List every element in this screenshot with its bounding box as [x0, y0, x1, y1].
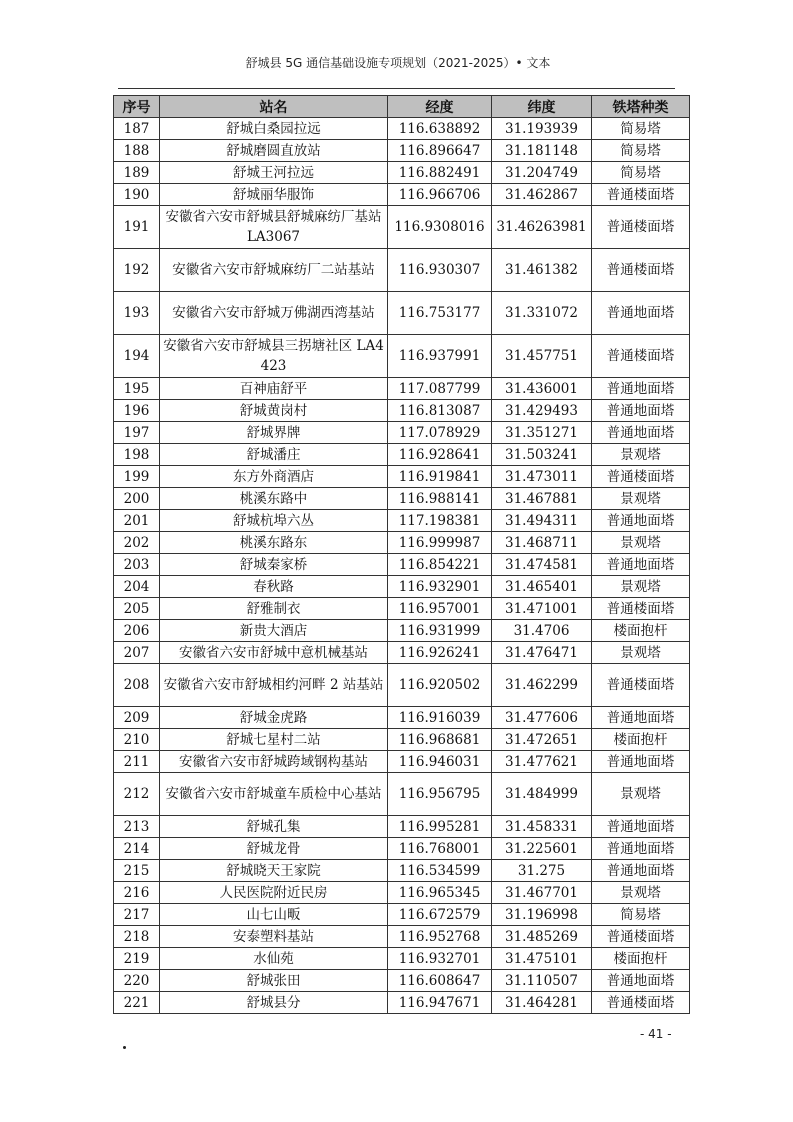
cell-id: 218 [114, 926, 160, 948]
station-table [113, 95, 690, 1014]
bullet-dot [123, 1046, 126, 1049]
cell-station-name: 舒城金虎路 [160, 707, 388, 729]
cell-station-name: 安徽省六安市舒城中意机械基站 [160, 642, 388, 664]
table-row [114, 816, 690, 838]
table-row [114, 140, 690, 162]
cell-tower-type: 普通楼面塔 [592, 206, 690, 249]
table-row [114, 184, 690, 206]
cell-tower-type: 景观塔 [592, 444, 690, 466]
table-row [114, 598, 690, 620]
cell-station-name: 安泰塑料基站 [160, 926, 388, 948]
cell-id: 215 [114, 860, 160, 882]
cell-tower-type: 简易塔 [592, 904, 690, 926]
page-header: 舒城县 5G 通信基础设施专项规划（2021-2025）• 文本 [245, 56, 551, 70]
cell-tower-type: 简易塔 [592, 140, 690, 162]
cell-station-name: 安徽省六安市舒城万佛湖西湾基站 [160, 292, 388, 335]
cell-id: 208 [114, 664, 160, 707]
cell-latitude: 31.4706 [492, 620, 592, 642]
cell-station-name: 舒城潘庄 [160, 444, 388, 466]
cell-station-name: 舒城黄岗村 [160, 400, 388, 422]
cell-longitude: 116.930307 [388, 249, 492, 292]
table-row [114, 532, 690, 554]
table-row [114, 292, 690, 335]
cell-tower-type: 普通地面塔 [592, 751, 690, 773]
cell-station-name: 安徽省六安市舒城相约河畔 2 站基站 [160, 664, 388, 707]
cell-latitude: 31.465401 [492, 576, 592, 598]
cell-tower-type: 普通楼面塔 [592, 184, 690, 206]
cell-id: 198 [114, 444, 160, 466]
table-row [114, 206, 690, 249]
cell-station-name: 安徽省六安市舒城跨域钢构基站 [160, 751, 388, 773]
cell-latitude: 31.484999 [492, 773, 592, 816]
cell-longitude: 116.947671 [388, 992, 492, 1014]
table-row [114, 642, 690, 664]
table-row [114, 773, 690, 816]
cell-latitude: 31.467881 [492, 488, 592, 510]
column-header-tower-type: 铁塔种类 [592, 96, 690, 118]
cell-latitude: 31.464281 [492, 992, 592, 1014]
cell-latitude: 31.331072 [492, 292, 592, 335]
cell-tower-type: 普通楼面塔 [592, 466, 690, 488]
cell-station-name: 东方外商酒店 [160, 466, 388, 488]
table-row [114, 904, 690, 926]
table-row [114, 948, 690, 970]
table-row [114, 970, 690, 992]
cell-latitude: 31.467701 [492, 882, 592, 904]
cell-station-name: 舒城磨圆直放站 [160, 140, 388, 162]
cell-id: 188 [114, 140, 160, 162]
cell-station-name: 舒城晓天王家院 [160, 860, 388, 882]
cell-latitude: 31.436001 [492, 378, 592, 400]
cell-tower-type: 普通地面塔 [592, 838, 690, 860]
cell-latitude: 31.429493 [492, 400, 592, 422]
cell-id: 193 [114, 292, 160, 335]
cell-id: 197 [114, 422, 160, 444]
table-row [114, 729, 690, 751]
table-row [114, 162, 690, 184]
cell-id: 214 [114, 838, 160, 860]
cell-latitude: 31.462299 [492, 664, 592, 707]
cell-tower-type: 普通地面塔 [592, 378, 690, 400]
cell-tower-type: 楼面抱杆 [592, 620, 690, 642]
cell-id: 210 [114, 729, 160, 751]
cell-latitude: 31.462867 [492, 184, 592, 206]
cell-tower-type: 楼面抱杆 [592, 948, 690, 970]
cell-station-name: 安徽省六安市舒城童车质检中心基站 [160, 773, 388, 816]
cell-station-name: 舒城王河拉远 [160, 162, 388, 184]
cell-longitude: 116.916039 [388, 707, 492, 729]
cell-longitude: 116.608647 [388, 970, 492, 992]
cell-longitude: 116.9308016 [388, 206, 492, 249]
cell-id: 189 [114, 162, 160, 184]
cell-longitude: 116.854221 [388, 554, 492, 576]
cell-longitude: 116.813087 [388, 400, 492, 422]
cell-longitude: 116.926241 [388, 642, 492, 664]
table-row [114, 707, 690, 729]
cell-id: 220 [114, 970, 160, 992]
cell-id: 187 [114, 118, 160, 140]
table-row [114, 444, 690, 466]
cell-station-name: 水仙苑 [160, 948, 388, 970]
cell-station-name: 百神庙舒平 [160, 378, 388, 400]
cell-longitude: 116.946031 [388, 751, 492, 773]
cell-id: 200 [114, 488, 160, 510]
cell-longitude: 116.931999 [388, 620, 492, 642]
table-row [114, 751, 690, 773]
cell-tower-type: 普通地面塔 [592, 816, 690, 838]
cell-tower-type: 普通地面塔 [592, 707, 690, 729]
table-header-row [114, 96, 690, 118]
cell-longitude: 116.896647 [388, 140, 492, 162]
cell-id: 194 [114, 335, 160, 378]
cell-longitude: 116.534599 [388, 860, 492, 882]
cell-station-name: 舒城白桑园拉远 [160, 118, 388, 140]
cell-latitude: 31.457751 [492, 335, 592, 378]
cell-station-name: 桃溪东路中 [160, 488, 388, 510]
cell-id: 204 [114, 576, 160, 598]
cell-latitude: 31.461382 [492, 249, 592, 292]
cell-latitude: 31.468711 [492, 532, 592, 554]
cell-latitude: 31.181148 [492, 140, 592, 162]
cell-longitude: 117.198381 [388, 510, 492, 532]
table-row [114, 488, 690, 510]
cell-station-name: 新贵大酒店 [160, 620, 388, 642]
cell-latitude: 31.196998 [492, 904, 592, 926]
table-row [114, 620, 690, 642]
table-row [114, 576, 690, 598]
table-body [114, 118, 690, 1014]
table-row [114, 378, 690, 400]
cell-tower-type: 景观塔 [592, 882, 690, 904]
cell-tower-type: 普通地面塔 [592, 400, 690, 422]
cell-id: 196 [114, 400, 160, 422]
cell-latitude: 31.477621 [492, 751, 592, 773]
column-header-name: 站名 [160, 96, 388, 118]
table-row [114, 249, 690, 292]
cell-longitude: 116.932701 [388, 948, 492, 970]
cell-id: 221 [114, 992, 160, 1014]
cell-latitude: 31.485269 [492, 926, 592, 948]
cell-id: 206 [114, 620, 160, 642]
cell-latitude: 31.473011 [492, 466, 592, 488]
table-row [114, 926, 690, 948]
cell-station-name: 安徽省六安市舒城麻纺厂二站基站 [160, 249, 388, 292]
cell-tower-type: 普通楼面塔 [592, 249, 690, 292]
cell-tower-type: 普通地面塔 [592, 970, 690, 992]
cell-tower-type: 普通地面塔 [592, 422, 690, 444]
table-row [114, 400, 690, 422]
cell-tower-type: 简易塔 [592, 118, 690, 140]
cell-station-name: 人民医院附近民房 [160, 882, 388, 904]
cell-longitude: 116.995281 [388, 816, 492, 838]
table-row [114, 335, 690, 378]
cell-longitude: 116.966706 [388, 184, 492, 206]
cell-tower-type: 景观塔 [592, 532, 690, 554]
cell-id: 195 [114, 378, 160, 400]
table-row [114, 554, 690, 576]
cell-tower-type: 景观塔 [592, 773, 690, 816]
cell-longitude: 116.768001 [388, 838, 492, 860]
cell-latitude: 31.110507 [492, 970, 592, 992]
cell-id: 199 [114, 466, 160, 488]
cell-id: 192 [114, 249, 160, 292]
cell-tower-type: 楼面抱杆 [592, 729, 690, 751]
cell-station-name: 舒城龙骨 [160, 838, 388, 860]
cell-longitude: 117.078929 [388, 422, 492, 444]
cell-longitude: 116.919841 [388, 466, 492, 488]
cell-tower-type: 景观塔 [592, 642, 690, 664]
table-row [114, 664, 690, 707]
cell-station-name: 舒城界牌 [160, 422, 388, 444]
cell-latitude: 31.494311 [492, 510, 592, 532]
cell-tower-type: 普通地面塔 [592, 292, 690, 335]
table-row [114, 466, 690, 488]
cell-id: 190 [114, 184, 160, 206]
table-row [114, 510, 690, 532]
table-row [114, 860, 690, 882]
cell-longitude: 116.965345 [388, 882, 492, 904]
cell-id: 201 [114, 510, 160, 532]
cell-latitude: 31.46263981 [492, 206, 592, 249]
cell-longitude: 116.956795 [388, 773, 492, 816]
cell-latitude: 31.225601 [492, 838, 592, 860]
cell-id: 205 [114, 598, 160, 620]
cell-station-name: 春秋路 [160, 576, 388, 598]
cell-id: 191 [114, 206, 160, 249]
cell-id: 202 [114, 532, 160, 554]
cell-id: 203 [114, 554, 160, 576]
cell-id: 213 [114, 816, 160, 838]
cell-station-name: 舒城秦家桥 [160, 554, 388, 576]
cell-longitude: 116.928641 [388, 444, 492, 466]
cell-tower-type: 普通楼面塔 [592, 598, 690, 620]
page-number: - 41 - [640, 1027, 672, 1041]
cell-latitude: 31.204749 [492, 162, 592, 184]
cell-tower-type: 景观塔 [592, 488, 690, 510]
cell-latitude: 31.275 [492, 860, 592, 882]
cell-tower-type: 普通地面塔 [592, 554, 690, 576]
cell-longitude: 116.952768 [388, 926, 492, 948]
cell-latitude: 31.474581 [492, 554, 592, 576]
cell-station-name: 舒城丽华服饰 [160, 184, 388, 206]
cell-station-name: 舒雅制衣 [160, 598, 388, 620]
cell-id: 211 [114, 751, 160, 773]
column-header-longitude: 经度 [388, 96, 492, 118]
cell-station-name: 安徽省六安市舒城县舒城麻纺厂基站 LA3067 [160, 206, 388, 249]
cell-longitude: 116.999987 [388, 532, 492, 554]
cell-longitude: 116.672579 [388, 904, 492, 926]
table-row [114, 422, 690, 444]
cell-station-name: 舒城七星村二站 [160, 729, 388, 751]
cell-longitude: 116.957001 [388, 598, 492, 620]
table-row [114, 838, 690, 860]
header-rule [118, 88, 675, 89]
cell-latitude: 31.351271 [492, 422, 592, 444]
cell-tower-type: 普通楼面塔 [592, 664, 690, 707]
table-row [114, 882, 690, 904]
cell-tower-type: 景观塔 [592, 576, 690, 598]
cell-longitude: 116.753177 [388, 292, 492, 335]
cell-id: 209 [114, 707, 160, 729]
cell-latitude: 31.193939 [492, 118, 592, 140]
cell-id: 212 [114, 773, 160, 816]
cell-tower-type: 普通地面塔 [592, 860, 690, 882]
cell-latitude: 31.503241 [492, 444, 592, 466]
cell-station-name: 舒城杭埠六丛 [160, 510, 388, 532]
cell-latitude: 31.475101 [492, 948, 592, 970]
cell-station-name: 舒城县分 [160, 992, 388, 1014]
cell-tower-type: 普通楼面塔 [592, 992, 690, 1014]
cell-latitude: 31.472651 [492, 729, 592, 751]
cell-tower-type: 普通地面塔 [592, 510, 690, 532]
cell-longitude: 116.937991 [388, 335, 492, 378]
column-header-id: 序号 [114, 96, 160, 118]
cell-longitude: 116.968681 [388, 729, 492, 751]
column-header-latitude: 纬度 [492, 96, 592, 118]
cell-longitude: 116.638892 [388, 118, 492, 140]
cell-station-name: 舒城张田 [160, 970, 388, 992]
cell-station-name: 桃溪东路东 [160, 532, 388, 554]
cell-tower-type: 简易塔 [592, 162, 690, 184]
cell-latitude: 31.458331 [492, 816, 592, 838]
cell-id: 216 [114, 882, 160, 904]
cell-longitude: 117.087799 [388, 378, 492, 400]
cell-latitude: 31.477606 [492, 707, 592, 729]
cell-id: 207 [114, 642, 160, 664]
cell-id: 217 [114, 904, 160, 926]
cell-station-name: 安徽省六安市舒城县三拐塘社区 LA4423 [160, 335, 388, 378]
cell-longitude: 116.882491 [388, 162, 492, 184]
cell-longitude: 116.920502 [388, 664, 492, 707]
cell-station-name: 山七山畈 [160, 904, 388, 926]
cell-longitude: 116.988141 [388, 488, 492, 510]
cell-station-name: 舒城孔集 [160, 816, 388, 838]
cell-latitude: 31.471001 [492, 598, 592, 620]
cell-longitude: 116.932901 [388, 576, 492, 598]
cell-latitude: 31.476471 [492, 642, 592, 664]
table-row [114, 118, 690, 140]
cell-id: 219 [114, 948, 160, 970]
cell-tower-type: 普通楼面塔 [592, 926, 690, 948]
table-row [114, 992, 690, 1014]
cell-tower-type: 普通楼面塔 [592, 335, 690, 378]
